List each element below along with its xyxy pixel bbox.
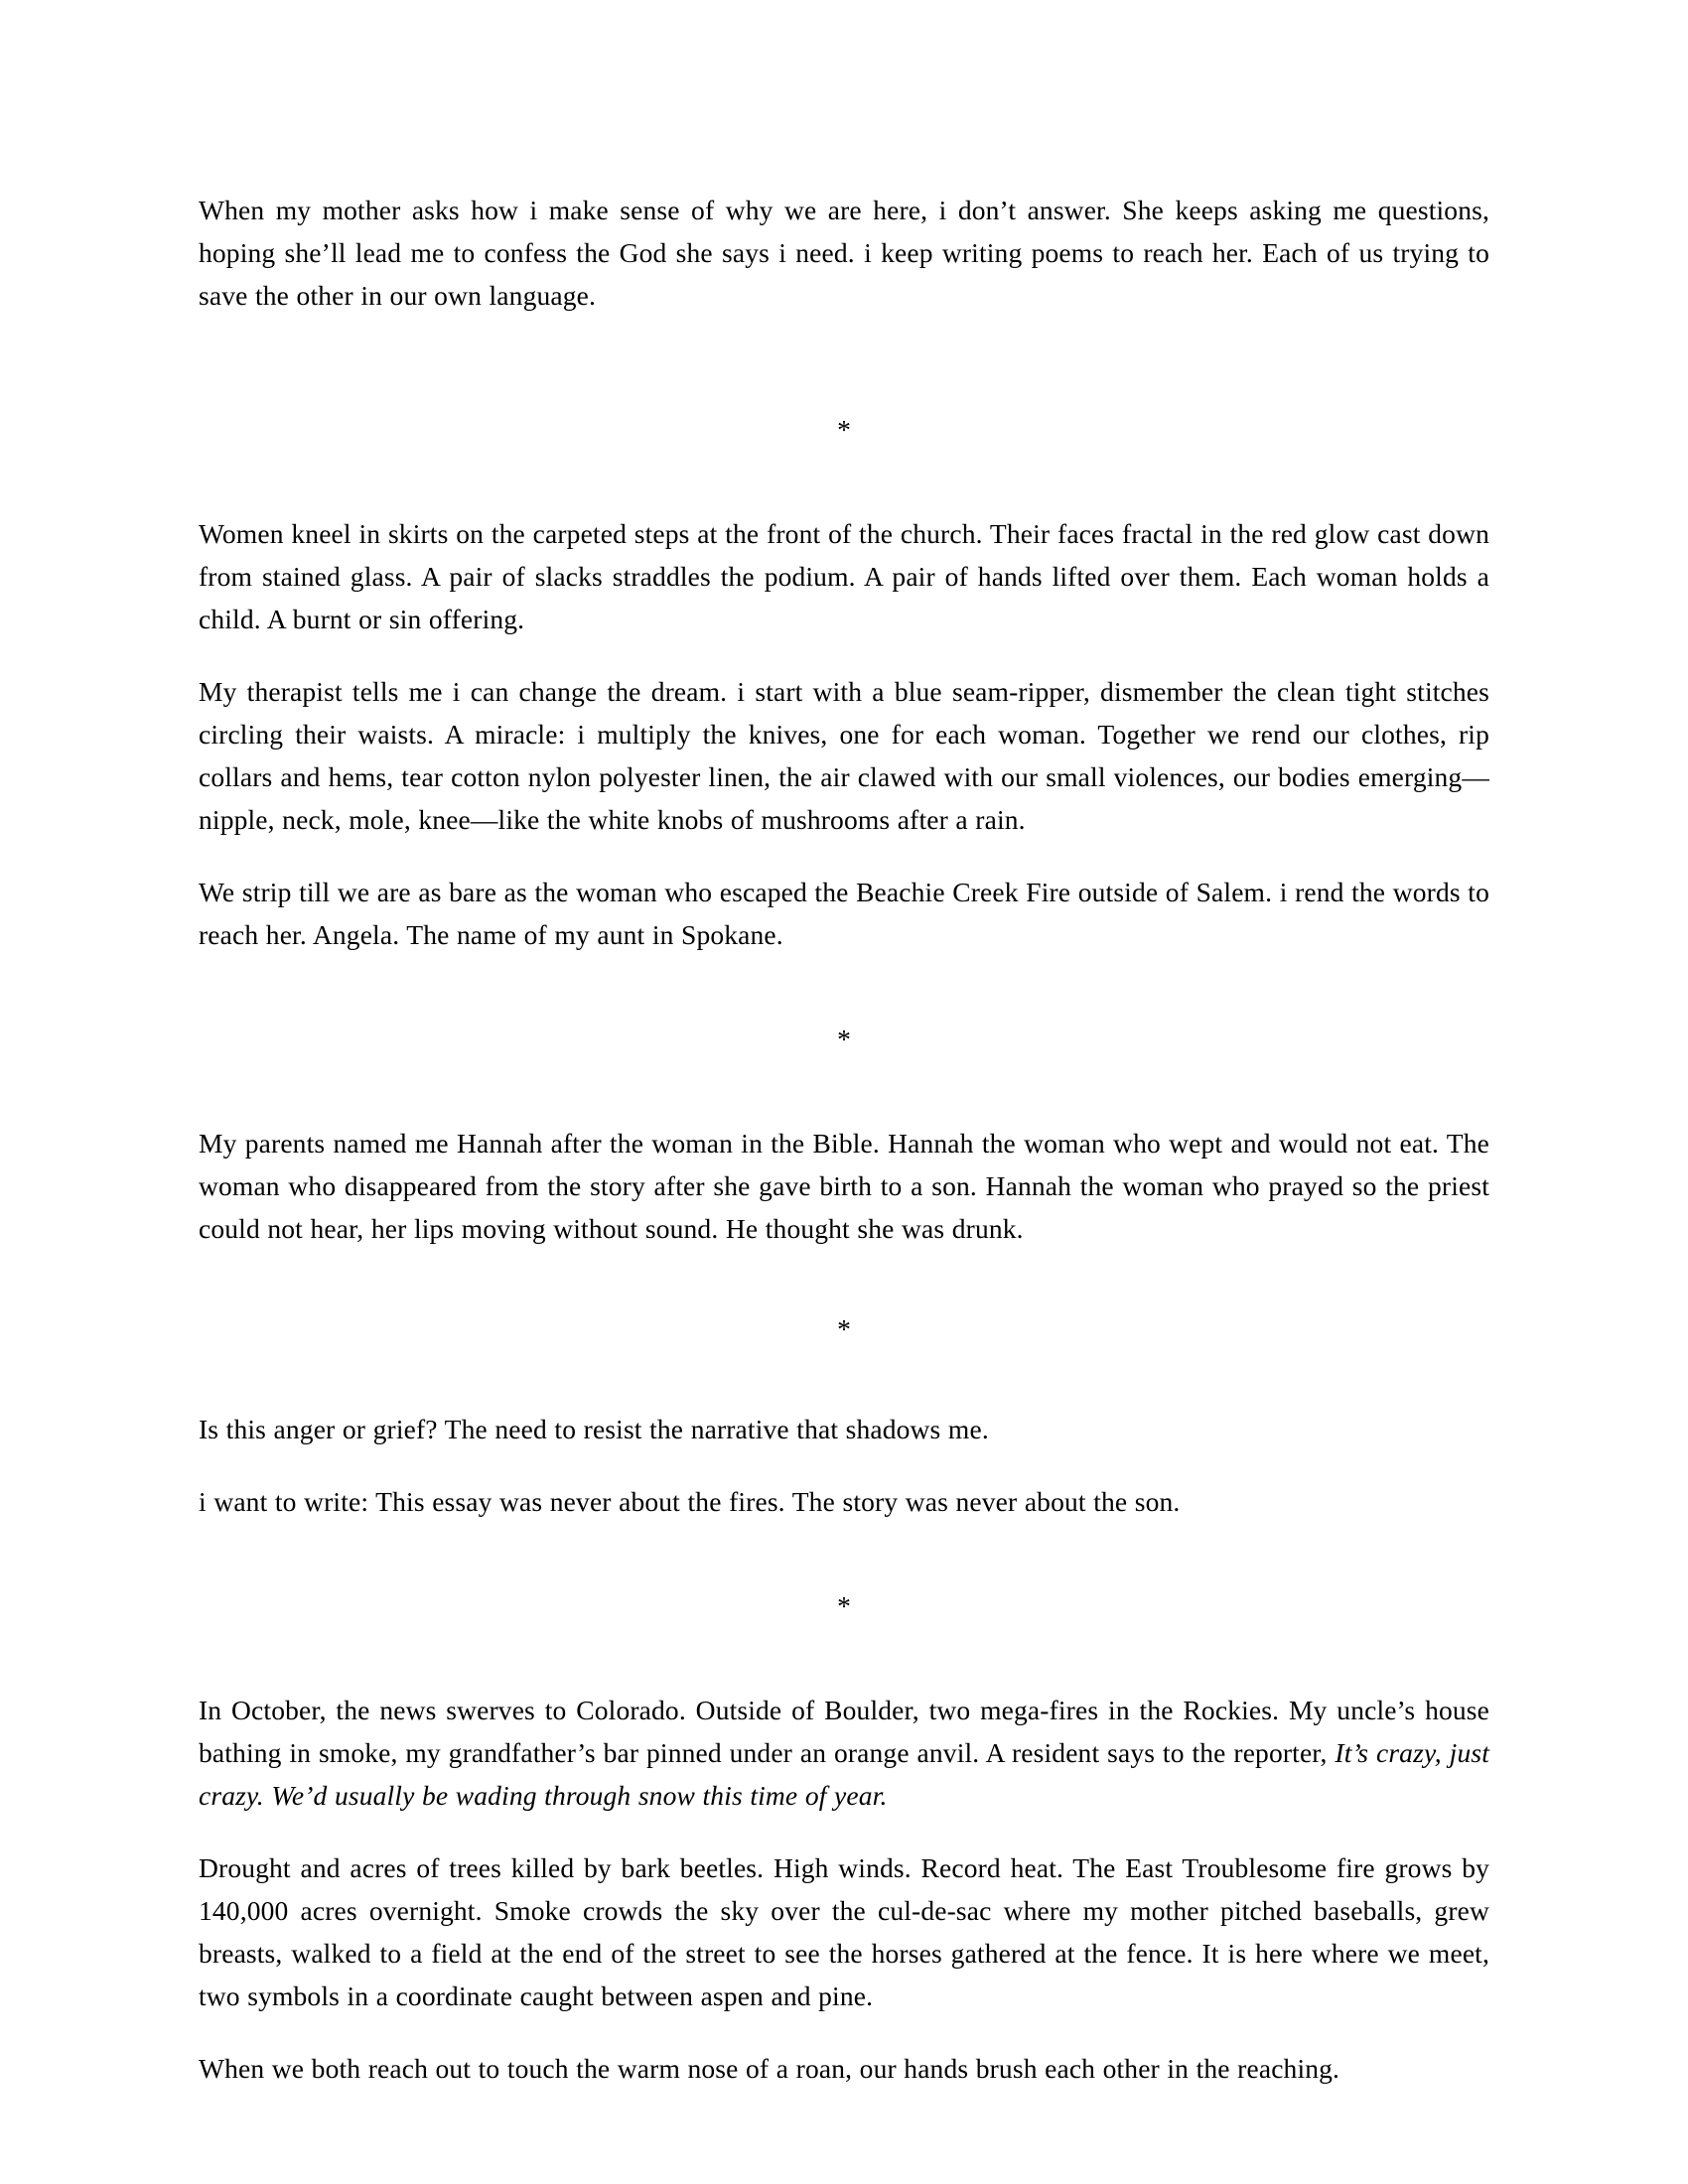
- paragraph-p7: i want to write: This essay was never about the fires. The story was never about the son.: [199, 1486, 1181, 1517]
- paragraph-p1: When my mother asks how i make sense of why we are here, i don’t answer. She keeps asking me questions, hoping she’ll lead me to confess the God she says i need. i keep writing poems to reach her. Each of us trying to save the other in our own language.: [199, 195, 1489, 311]
- paragraph-p2: Women kneel in skirts on the carpeted steps at the front of the church. Their faces fractal in the red glow cast down from stained glass. A pair of slacks straddles the podium. A pair of hands lifted over them. Each woman holds a child. A burnt or sin offering.: [199, 518, 1489, 634]
- spacer-before-break-3: [199, 1250, 1489, 1307]
- paragraph-p4: We strip till we are as bare as the woman who escaped the Beachie Creek Fire outside of Salem. i rend the words to reach her. Angela. The name of my aunt in Spokane.: [199, 877, 1489, 950]
- spacer-before-break-2: [199, 956, 1489, 1018]
- paragraph-p3: My therapist tells me i can change the dream. i start with a blue seam-ripper, dismember the clean tight stitches circling their waists. A miracle: i multiply the knives, one for each woman. Together we rend our clothes, rip collars and hems, tear cotton nylon polyester linen, the air clawed with our small violences, our bodies emerging—nipple, neck, mole, knee—like the white knobs of mushrooms after a rain.: [199, 676, 1489, 835]
- paragraph-p6: Is this anger or grief? The need to resist the narrative that shadows me.: [199, 1414, 989, 1444]
- spacer-after-break-2: [199, 1060, 1489, 1122]
- paragraph-p5: My parents named me Hannah after the woman in the Bible. Hannah the woman who wept and would not eat. The woman who disappeared from the story after she gave birth to a son. Hannah the woman who prayed so the priest could not hear, her lips moving without sound. He thought she was drunk.: [199, 1128, 1489, 1244]
- paragraph-p10: When we both reach out to touch the warm nose of a roan, our hands brush each other in the reaching.: [199, 2053, 1340, 2084]
- spacer-before-break-1: [199, 346, 1489, 408]
- text-column: [199, 189, 1489, 2090]
- section-break-3: *: [837, 1313, 851, 1344]
- section-break-4: *: [837, 1590, 851, 1621]
- spacer-after-break-1: [199, 451, 1489, 512]
- spacer-after-break-3: [199, 1350, 1489, 1408]
- paragraph-p8: [199, 1689, 1489, 1817]
- section-break-2: *: [837, 1024, 851, 1054]
- paragraph-p9: Drought and acres of trees killed by bark beetles. High winds. Record heat. The East Troublesome fire grows by 140,000 acres overnight. Smoke crowds the sky over the cul-de-sac where my mother pitched baseballs, grew breasts, walked to a field at the end of the street to see the horses gathered at the fence. It is here where we meet, two symbols in a coordinate caught between aspen and pine.: [199, 1852, 1489, 2011]
- text-run-roman-0: In October, the news swerves to Colorado. Outside of Boulder, two mega-fires in the Rockies. My uncle’s house bathing in smoke, my grandfather’s bar pinned under an orange anvil. A resident says to the reporter,: [199, 1695, 1489, 1768]
- spacer-before-break-4: [199, 1523, 1489, 1584]
- spacer-after-break-4: [199, 1627, 1489, 1689]
- text-run-italic-1: It’s crazy, just crazy. We’d usually be wading through snow this time of year.: [199, 1737, 1489, 1811]
- section-break-1: *: [837, 414, 851, 445]
